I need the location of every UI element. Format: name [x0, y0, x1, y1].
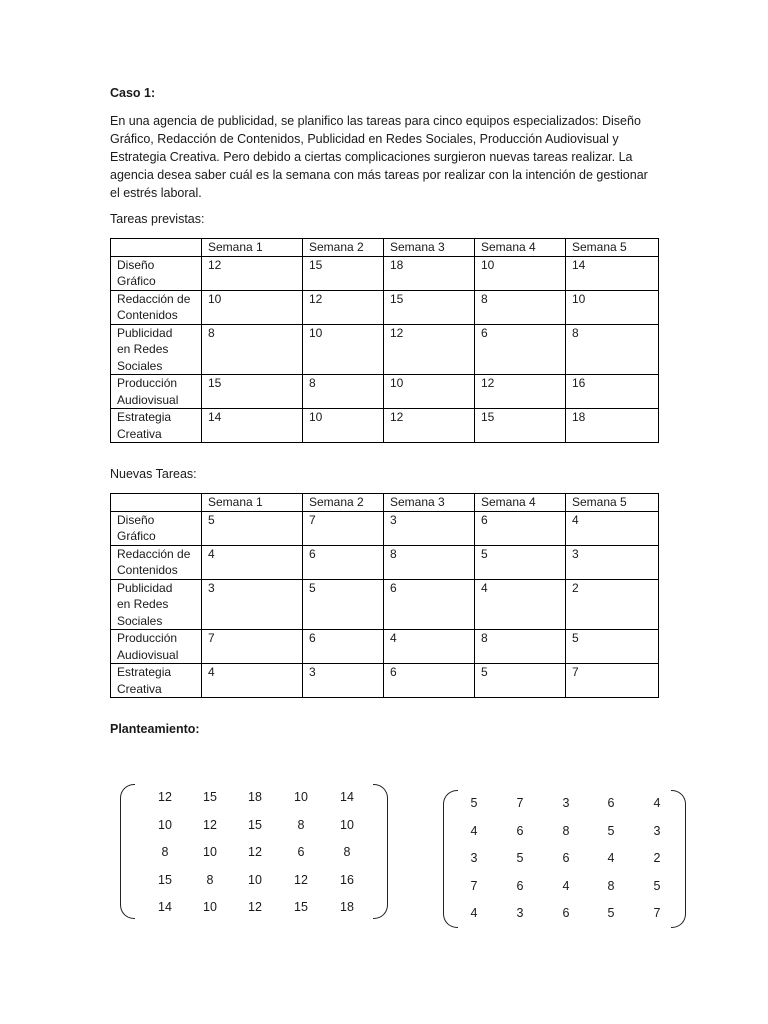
matrix-cell: 5 — [470, 796, 478, 810]
task-count-cell: 5 — [566, 630, 659, 664]
corner-header-cell — [111, 239, 202, 257]
team-name-cell: Diseño Gráfico — [111, 256, 202, 290]
task-count-cell: 5 — [475, 545, 566, 579]
team-name-cell: Redacción de Contenidos — [111, 545, 202, 579]
matrix-row — [120, 818, 388, 836]
matrix-cell: 4 — [607, 851, 615, 865]
case-title: Caso 1: — [110, 86, 156, 100]
matrix-cell: 12 — [294, 872, 308, 887]
corner-header-cell — [111, 494, 202, 512]
matrix-row — [120, 900, 388, 918]
planned-tasks-table — [110, 238, 659, 443]
table-row — [111, 630, 659, 664]
matrix-cell: 12 — [248, 900, 262, 914]
intro-paragraph: En una agencia de publicidad, se planifico las tareas para cinco equipos especializados: Diseño Gráfico, Redacción de Contenidos, Publicidad en Redes Sociales, Producción Audiovisual y Estrategia Creativa. Pero debido a ciertas complicaciones surgieron nuevas tareas realizar. La agencia desea saber cuál es la semana con más tareas por realizar con la intención de gestionar el estrés laboral. — [110, 114, 648, 200]
table-row — [111, 579, 659, 630]
task-count-cell: 15 — [303, 256, 384, 290]
matrix-cell: 6 — [516, 878, 524, 893]
task-count-cell: 15 — [475, 409, 566, 443]
matrix-cell: 6 — [562, 906, 570, 920]
matrix-cell: 5 — [653, 878, 661, 893]
task-count-cell: 10 — [475, 256, 566, 290]
matrix-cell: 7 — [653, 906, 661, 920]
matrix-cell: 7 — [470, 878, 478, 893]
matrix-cell: 16 — [340, 872, 354, 887]
table-row — [111, 664, 659, 698]
week-header-cell: Semana 2 — [303, 494, 384, 512]
team-name-cell: Publicidad en Redes Sociales — [111, 579, 202, 630]
task-count-cell: 3 — [566, 545, 659, 579]
task-count-cell: 18 — [384, 256, 475, 290]
task-count-cell: 12 — [303, 290, 384, 324]
matrix-cell: 7 — [516, 796, 524, 810]
matrix-cell: 8 — [343, 845, 351, 859]
matrix-cell: 6 — [562, 851, 570, 865]
task-count-cell: 8 — [566, 324, 659, 375]
matrix-cell: 4 — [653, 796, 661, 810]
matrix-cell: 5 — [607, 823, 615, 838]
matrix-cell: 15 — [248, 817, 262, 832]
planned-tasks-matrix — [120, 784, 388, 919]
team-name-cell: Producción Audiovisual — [111, 630, 202, 664]
week-header-cell: Semana 3 — [384, 494, 475, 512]
week-header-cell: Semana 4 — [475, 239, 566, 257]
new-tasks-label: Nuevas Tareas: — [110, 467, 197, 481]
matrix-cell: 6 — [297, 845, 305, 859]
matrix-row — [120, 790, 388, 808]
task-count-cell: 4 — [566, 511, 659, 545]
task-count-cell: 10 — [303, 324, 384, 375]
table-row — [111, 409, 659, 443]
task-count-cell: 4 — [384, 630, 475, 664]
matrix-cell: 8 — [297, 817, 305, 832]
table-row — [111, 256, 659, 290]
matrix-cell: 15 — [294, 900, 308, 914]
task-count-cell: 14 — [202, 409, 303, 443]
task-count-cell: 10 — [384, 375, 475, 409]
task-count-cell: 6 — [303, 545, 384, 579]
new-tasks-table — [110, 493, 659, 698]
matrix-cell: 10 — [158, 817, 172, 832]
matrix-cell: 3 — [562, 796, 570, 810]
matrix-cell: 6 — [607, 796, 615, 810]
matrix-cell: 5 — [516, 851, 524, 865]
table-header-row — [111, 494, 659, 512]
matrix-cell: 8 — [161, 845, 169, 859]
task-count-cell: 5 — [303, 579, 384, 630]
matrix-row — [120, 845, 388, 863]
week-header-cell: Semana 1 — [202, 494, 303, 512]
task-count-cell: 12 — [384, 409, 475, 443]
team-name-cell: Estrategia Creativa — [111, 409, 202, 443]
matrix-cell: 8 — [562, 823, 570, 838]
task-count-cell: 6 — [475, 324, 566, 375]
task-count-cell: 6 — [384, 579, 475, 630]
task-count-cell: 8 — [475, 290, 566, 324]
table-row — [111, 511, 659, 545]
team-name-cell: Diseño Gráfico — [111, 511, 202, 545]
task-count-cell: 3 — [202, 579, 303, 630]
task-count-cell: 10 — [202, 290, 303, 324]
matrix-row — [120, 873, 388, 891]
team-name-cell: Estrategia Creativa — [111, 664, 202, 698]
matrix-cell: 4 — [470, 823, 478, 838]
task-count-cell: 5 — [202, 511, 303, 545]
team-name-cell: Redacción de Contenidos — [111, 290, 202, 324]
matrix-row — [443, 851, 686, 869]
matrix-cell: 3 — [516, 906, 524, 920]
task-count-cell: 8 — [475, 630, 566, 664]
matrix-cell: 10 — [248, 872, 262, 887]
week-header-cell: Semana 2 — [303, 239, 384, 257]
task-count-cell: 6 — [475, 511, 566, 545]
matrix-cell: 18 — [248, 790, 262, 804]
matrix-cell: 2 — [653, 851, 661, 865]
task-count-cell: 8 — [303, 375, 384, 409]
table-row — [111, 545, 659, 579]
matrix-cell: 12 — [248, 845, 262, 859]
matrix-cell: 3 — [470, 851, 478, 865]
table-header-row — [111, 239, 659, 257]
matrix-cell: 10 — [203, 900, 217, 914]
task-count-cell: 4 — [202, 545, 303, 579]
task-count-cell: 7 — [303, 511, 384, 545]
table-row — [111, 324, 659, 375]
matrix-cell: 12 — [203, 817, 217, 832]
matrix-row — [443, 796, 686, 814]
task-count-cell: 12 — [384, 324, 475, 375]
matrix-cell: 4 — [470, 906, 478, 920]
task-count-cell: 8 — [384, 545, 475, 579]
task-count-cell: 5 — [475, 664, 566, 698]
matrix-cell: 10 — [203, 845, 217, 859]
matrix-row — [443, 879, 686, 897]
week-header-cell: Semana 1 — [202, 239, 303, 257]
task-count-cell: 14 — [566, 256, 659, 290]
task-count-cell: 16 — [566, 375, 659, 409]
task-count-cell: 8 — [202, 324, 303, 375]
planned-tasks-label: Tareas previstas: — [110, 212, 205, 226]
matrix-cell: 8 — [206, 872, 214, 887]
task-count-cell: 10 — [303, 409, 384, 443]
matrix-cell: 14 — [158, 900, 172, 914]
week-header-cell: Semana 4 — [475, 494, 566, 512]
team-name-cell: Publicidad en Redes Sociales — [111, 324, 202, 375]
matrix-cell: 10 — [340, 817, 354, 832]
task-count-cell: 3 — [384, 511, 475, 545]
task-count-cell: 7 — [202, 630, 303, 664]
task-count-cell: 6 — [303, 630, 384, 664]
task-count-cell: 3 — [303, 664, 384, 698]
week-header-cell: Semana 3 — [384, 239, 475, 257]
task-count-cell: 12 — [202, 256, 303, 290]
matrix-cell: 6 — [516, 823, 524, 838]
week-header-cell: Semana 5 — [566, 494, 659, 512]
matrix-cell: 4 — [562, 878, 570, 893]
matrix-cell: 10 — [294, 790, 308, 804]
matrix-cell: 15 — [158, 872, 172, 887]
new-tasks-matrix — [443, 790, 686, 928]
matrix-row — [443, 824, 686, 842]
task-count-cell: 2 — [566, 579, 659, 630]
planteamiento-heading: Planteamiento: — [110, 722, 200, 736]
task-count-cell: 15 — [202, 375, 303, 409]
task-count-cell: 4 — [475, 579, 566, 630]
team-name-cell: Producción Audiovisual — [111, 375, 202, 409]
table-row — [111, 290, 659, 324]
task-count-cell: 7 — [566, 664, 659, 698]
table-row — [111, 375, 659, 409]
matrix-cell: 18 — [340, 900, 354, 914]
task-count-cell: 15 — [384, 290, 475, 324]
task-count-cell: 6 — [384, 664, 475, 698]
matrix-cell: 5 — [607, 906, 615, 920]
matrix-cell: 3 — [653, 823, 661, 838]
week-header-cell: Semana 5 — [566, 239, 659, 257]
matrix-cell: 8 — [607, 878, 615, 893]
task-count-cell: 12 — [475, 375, 566, 409]
matrix-row — [443, 906, 686, 924]
task-count-cell: 10 — [566, 290, 659, 324]
matrix-cell: 12 — [158, 790, 172, 804]
task-count-cell: 18 — [566, 409, 659, 443]
task-count-cell: 4 — [202, 664, 303, 698]
matrix-cell: 14 — [340, 790, 354, 804]
matrix-cell: 15 — [203, 790, 217, 804]
